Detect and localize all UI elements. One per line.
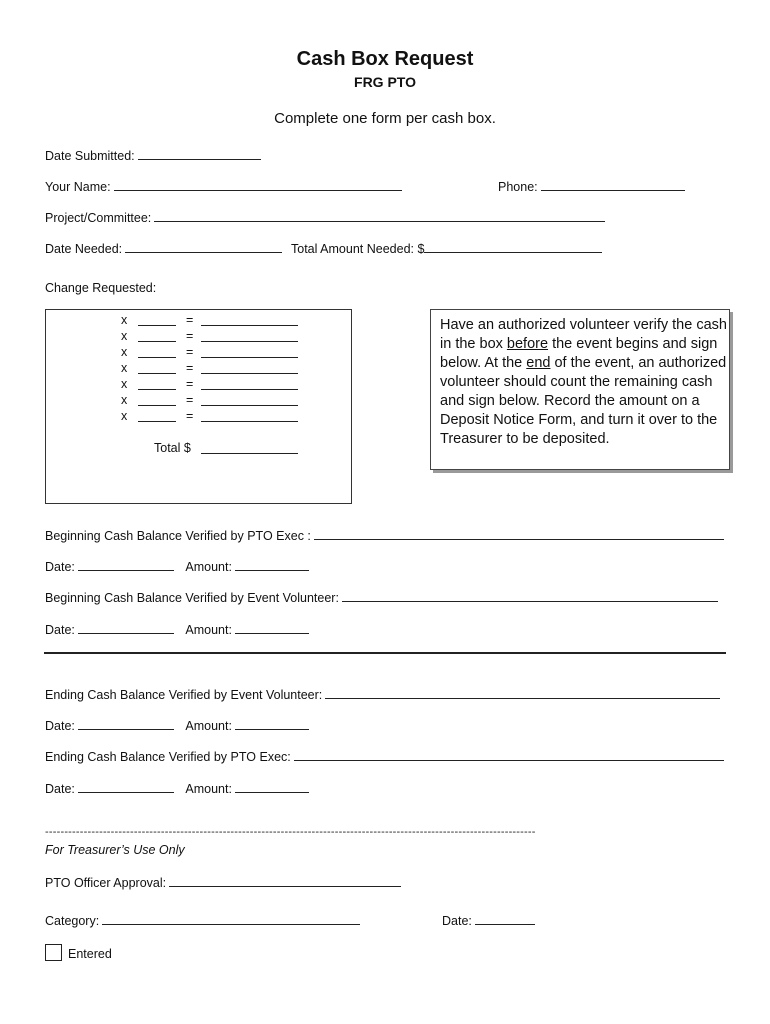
quantity-field[interactable] — [138, 330, 176, 342]
project-committee-field[interactable] — [154, 210, 605, 222]
amount-label: Amount: — [185, 782, 232, 796]
note-emphasis-before: before — [506, 336, 549, 352]
change-requested-label: Change Requested: — [45, 281, 157, 295]
equals-sign: = — [186, 361, 194, 375]
project-committee-label: Project/Committee: — [45, 211, 152, 225]
quantity-field[interactable] — [138, 378, 176, 390]
date-submitted-label: Date Submitted: — [45, 149, 135, 163]
date-submitted-field[interactable] — [138, 148, 261, 160]
date-needed-field[interactable] — [125, 241, 282, 253]
end-pto-label: Ending Cash Balance Verified by PTO Exec: — [45, 750, 291, 764]
change-total-field[interactable] — [201, 442, 298, 454]
subtotal-field[interactable] — [201, 378, 298, 390]
entered-checkbox[interactable] — [45, 944, 62, 961]
your-name-label: Your Name: — [45, 180, 111, 194]
category-row — [45, 913, 360, 928]
instruction-note-box — [430, 309, 730, 470]
end-pto-signature-field[interactable] — [294, 749, 724, 761]
end-volunteer-date-field[interactable] — [78, 718, 174, 730]
phone-row — [498, 179, 685, 194]
end-pto-date-field[interactable] — [78, 781, 174, 793]
end-volunteer-label: Ending Cash Balance Verified by Event Volunteer: — [45, 688, 323, 702]
end-pto-row — [45, 749, 724, 764]
officer-approval-row — [45, 875, 401, 890]
begin-pto-row — [45, 528, 724, 543]
subtotal-field[interactable] — [201, 362, 298, 374]
category-label: Category: — [45, 914, 100, 928]
amount-label: Amount: — [185, 560, 232, 574]
begin-volunteer-date-row — [45, 622, 309, 637]
treasurer-date-row — [442, 913, 535, 928]
date-label: Date: — [45, 623, 75, 637]
change-total-label: Total $ — [154, 441, 191, 455]
begin-volunteer-amount-field[interactable] — [235, 622, 309, 634]
equals-sign: = — [186, 329, 194, 343]
amount-label: Amount: — [185, 623, 232, 637]
equals-sign: = — [186, 409, 194, 423]
date-label: Date: — [45, 560, 75, 574]
begin-volunteer-label: Beginning Cash Balance Verified by Event Volunteer: — [45, 591, 339, 605]
end-pto-date-row — [45, 781, 309, 796]
treasurer-section-heading: For Treasurer’s Use Only — [45, 843, 185, 857]
amount-label: Amount: — [185, 719, 232, 733]
section-divider — [44, 652, 726, 654]
equals-sign: = — [186, 313, 194, 327]
phone-label: Phone: — [498, 180, 538, 194]
quantity-field[interactable] — [138, 314, 176, 326]
begin-pto-label: Beginning Cash Balance Verified by PTO Exec : — [45, 529, 311, 543]
form-subtitle: FRG PTO — [354, 74, 416, 90]
multiply-sign: x — [121, 329, 128, 343]
quantity-field[interactable] — [138, 410, 176, 422]
subtotal-field[interactable] — [201, 394, 298, 406]
change-requested-box — [45, 309, 352, 504]
quantity-field[interactable] — [138, 394, 176, 406]
begin-volunteer-row — [45, 590, 718, 605]
end-volunteer-date-row — [45, 718, 309, 733]
officer-approval-label: PTO Officer Approval: — [45, 876, 167, 890]
treasurer-date-field[interactable] — [475, 913, 535, 925]
form-instruction: Complete one form per cash box. — [274, 110, 496, 127]
cut-line-dashes: ------------------------------------------------------------------------------------------------------------------------------- — [45, 826, 536, 838]
your-name-row — [45, 179, 402, 194]
multiply-sign: x — [121, 393, 128, 407]
equals-sign: = — [186, 345, 194, 359]
date-label: Date: — [45, 782, 75, 796]
date-label: Date: — [45, 719, 75, 733]
begin-volunteer-date-field[interactable] — [78, 622, 174, 634]
change-total-row — [154, 441, 354, 457]
phone-field[interactable] — [541, 179, 685, 191]
subtotal-field[interactable] — [201, 346, 298, 358]
note-text-part2: the event begins and sign below. At the — [440, 336, 718, 371]
total-amount-needed-field[interactable] — [424, 241, 602, 253]
category-field[interactable] — [102, 913, 360, 925]
note-emphasis-end: end — [526, 355, 551, 371]
equals-sign: = — [186, 377, 194, 391]
subtotal-field[interactable] — [201, 314, 298, 326]
project-committee-row — [45, 210, 605, 225]
begin-pto-date-field[interactable] — [78, 559, 174, 571]
note-text-part3: of the event, an authorized volunteer should count the remaining cash and sign below. Record the amount on a Deposit Notice Form, and turn it over to the Treasurer to be deposited. — [440, 355, 727, 447]
date-needed-row — [45, 241, 282, 256]
date-needed-label: Date Needed: — [45, 242, 123, 256]
end-volunteer-amount-field[interactable] — [235, 718, 309, 730]
subtotal-field[interactable] — [201, 330, 298, 342]
total-amount-needed-row — [291, 241, 602, 256]
multiply-sign: x — [121, 313, 128, 327]
end-volunteer-row — [45, 687, 720, 702]
begin-pto-amount-field[interactable] — [235, 559, 309, 571]
end-pto-amount-field[interactable] — [235, 781, 309, 793]
begin-pto-signature-field[interactable] — [314, 528, 724, 540]
officer-approval-field[interactable] — [169, 875, 401, 887]
your-name-field[interactable] — [114, 179, 402, 191]
equals-sign: = — [186, 393, 194, 407]
treasurer-date-label: Date: — [442, 914, 472, 928]
note-text-part1: Have an authorized volunteer verify the cash in the box — [440, 317, 727, 352]
subtotal-field[interactable] — [201, 410, 298, 422]
begin-volunteer-signature-field[interactable] — [342, 590, 718, 602]
multiply-sign: x — [121, 409, 128, 423]
form-title: Cash Box Request — [296, 48, 474, 70]
begin-pto-date-row — [45, 559, 309, 574]
quantity-field[interactable] — [138, 346, 176, 358]
quantity-field[interactable] — [138, 362, 176, 374]
date-submitted-row — [45, 148, 261, 163]
multiply-sign: x — [121, 361, 128, 375]
multiply-sign: x — [121, 345, 128, 359]
total-amount-needed-label: Total Amount Needed: $ — [291, 242, 425, 256]
end-volunteer-signature-field[interactable] — [325, 687, 720, 699]
multiply-sign: x — [121, 377, 128, 391]
entered-label: Entered — [68, 947, 112, 961]
